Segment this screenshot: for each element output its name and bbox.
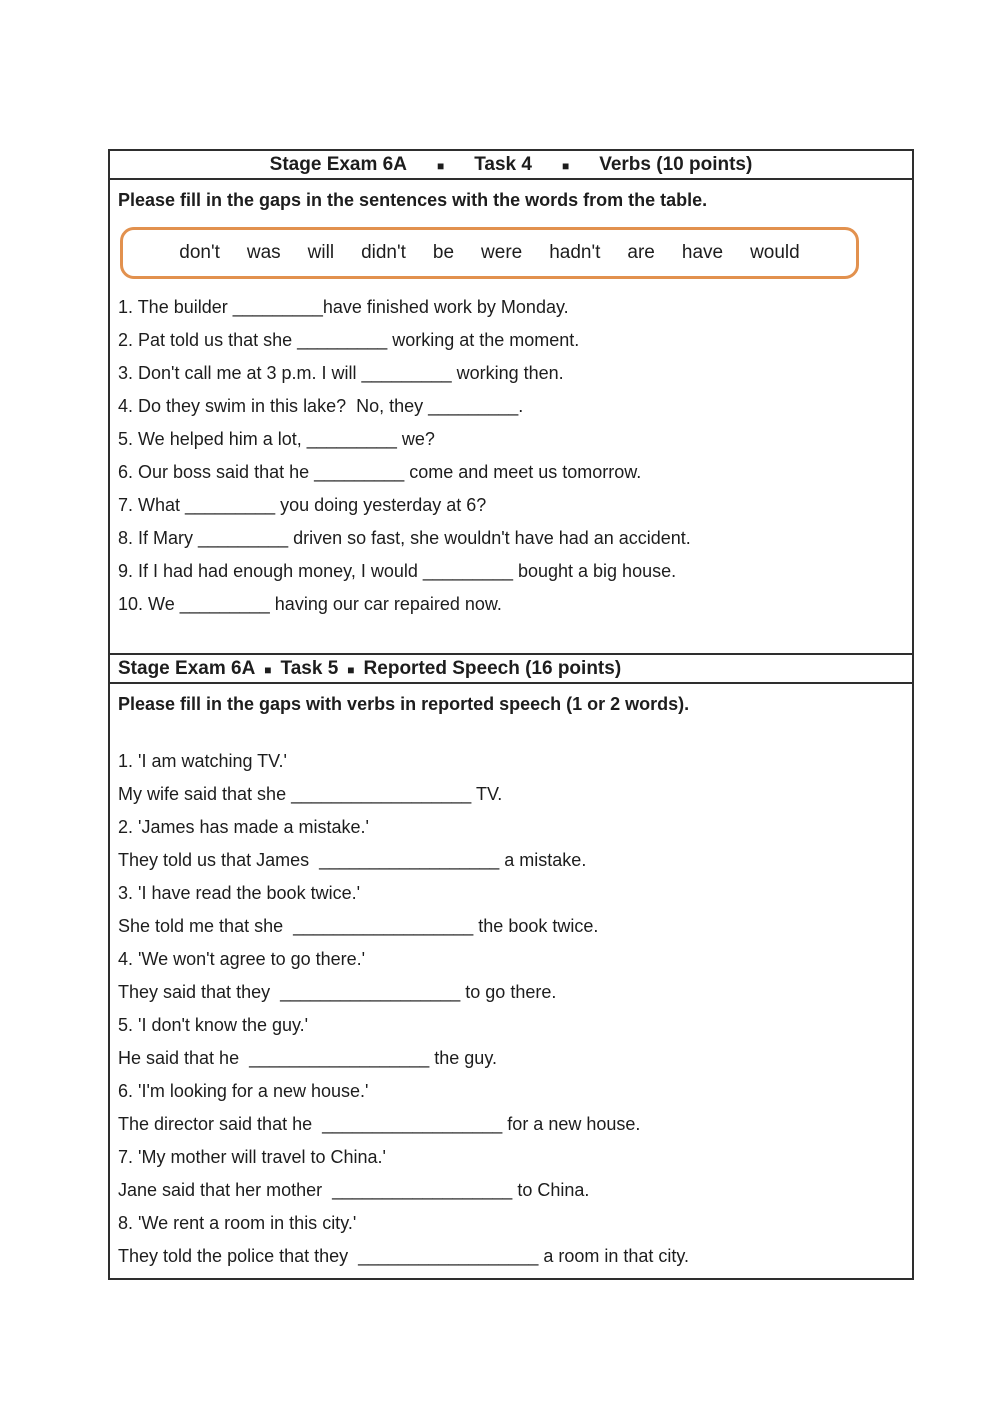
word-bank-word: have bbox=[681, 242, 724, 263]
gap-fill-sentence: 9. If I had had enough money, I would _________ bought a big house. bbox=[118, 561, 677, 581]
response-line: The director said that he __________________ for a new house. bbox=[118, 1114, 641, 1134]
quote-line: 5. 'I don't know the guy.' bbox=[118, 1015, 309, 1035]
word-bank-word: were bbox=[481, 242, 523, 263]
task5-items bbox=[118, 745, 904, 1273]
task5-instruction: Please fill in the gaps with verbs in reported speech (1 or 2 words). bbox=[118, 694, 690, 714]
gap-fill-sentence: 4. Do they swim in this lake? No, they _________. bbox=[118, 396, 524, 416]
gap-fill-sentence: 2. Pat told us that she _________ working at the moment. bbox=[118, 330, 580, 350]
gap-fill-sentence: 3. Don't call me at 3 p.m. I will _________ working then. bbox=[118, 363, 564, 383]
word-bank-word: be bbox=[432, 242, 455, 263]
reported-speech-item bbox=[118, 1207, 904, 1273]
quote-line: 2. 'James has made a mistake.' bbox=[118, 817, 369, 837]
reported-speech-item bbox=[118, 811, 904, 877]
task4-points-label: Verbs (10 points) bbox=[599, 153, 753, 175]
gap-fill-sentence: 1. The builder _________have finished work by Monday. bbox=[118, 297, 569, 317]
reported-speech-item bbox=[118, 745, 904, 811]
gap-fill-sentence: 6. Our boss said that he _________ come and meet us tomorrow. bbox=[118, 462, 642, 482]
word-bank-word: hadn't bbox=[549, 242, 601, 263]
response-line: She told me that she __________________ the book twice. bbox=[118, 916, 599, 936]
task5-task-label: Task 5 bbox=[280, 657, 339, 679]
task4-task-label: Task 4 bbox=[474, 153, 532, 175]
quote-line: 4. 'We won't agree to go there.' bbox=[118, 949, 366, 969]
task5-exam-title: Stage Exam 6A bbox=[118, 657, 256, 679]
word-bank-word: will bbox=[307, 242, 335, 263]
task5-header-row bbox=[110, 655, 912, 684]
gap-fill-sentence: 7. What _________ you doing yesterday at 6? bbox=[118, 495, 487, 515]
task4-instruction: Please fill in the gaps in the sentences with the words from the table. bbox=[118, 190, 708, 210]
word-bank-box bbox=[120, 227, 859, 279]
gap-fill-sentence: 8. If Mary _________ driven so fast, she wouldn't have had an accident. bbox=[118, 528, 691, 548]
word-bank-word: are bbox=[627, 242, 655, 263]
word-bank-word: was bbox=[246, 242, 281, 263]
reported-speech-item bbox=[118, 1009, 904, 1075]
word-bank-word: don't bbox=[179, 242, 220, 263]
quote-line: 7. 'My mother will travel to China.' bbox=[118, 1147, 386, 1167]
task5-section bbox=[110, 684, 912, 1278]
response-line: They said that they __________________ to go there. bbox=[118, 982, 557, 1002]
task4-sentences bbox=[118, 291, 904, 621]
task5-points-label: Reported Speech (16 points) bbox=[363, 657, 622, 679]
square-bullet-icon: ■ bbox=[436, 158, 445, 173]
quote-line: 3. 'I have read the book twice.' bbox=[118, 883, 361, 903]
word-bank-word: would bbox=[750, 242, 800, 263]
response-line: He said that he __________________ the guy. bbox=[118, 1048, 497, 1068]
task4-exam-title: Stage Exam 6A bbox=[269, 153, 407, 175]
response-line: My wife said that she __________________ TV. bbox=[118, 784, 503, 804]
response-line: They told us that James __________________ a mistake. bbox=[118, 850, 587, 870]
word-bank-word: didn't bbox=[361, 242, 406, 263]
square-bullet-icon: ■ bbox=[347, 662, 355, 677]
square-bullet-icon: ■ bbox=[561, 158, 570, 173]
response-line: They told the police that they __________________ a room in that city. bbox=[118, 1246, 690, 1266]
gap-fill-sentence: 5. We helped him a lot, _________ we? bbox=[118, 429, 435, 449]
gap-fill-sentence: 10. We _________ having our car repaired now. bbox=[118, 594, 502, 614]
task4-section bbox=[110, 180, 912, 655]
quote-line: 6. 'I'm looking for a new house.' bbox=[118, 1081, 369, 1101]
worksheet-table bbox=[108, 149, 914, 1280]
reported-speech-item bbox=[118, 1075, 904, 1141]
reported-speech-item bbox=[118, 943, 904, 1009]
reported-speech-item bbox=[118, 1141, 904, 1207]
quote-line: 1. 'I am watching TV.' bbox=[118, 751, 287, 771]
reported-speech-item bbox=[118, 877, 904, 943]
task4-header-row bbox=[110, 151, 912, 180]
square-bullet-icon: ■ bbox=[264, 662, 272, 677]
quote-line: 8. 'We rent a room in this city.' bbox=[118, 1213, 357, 1233]
response-line: Jane said that her mother __________________ to China. bbox=[118, 1180, 590, 1200]
